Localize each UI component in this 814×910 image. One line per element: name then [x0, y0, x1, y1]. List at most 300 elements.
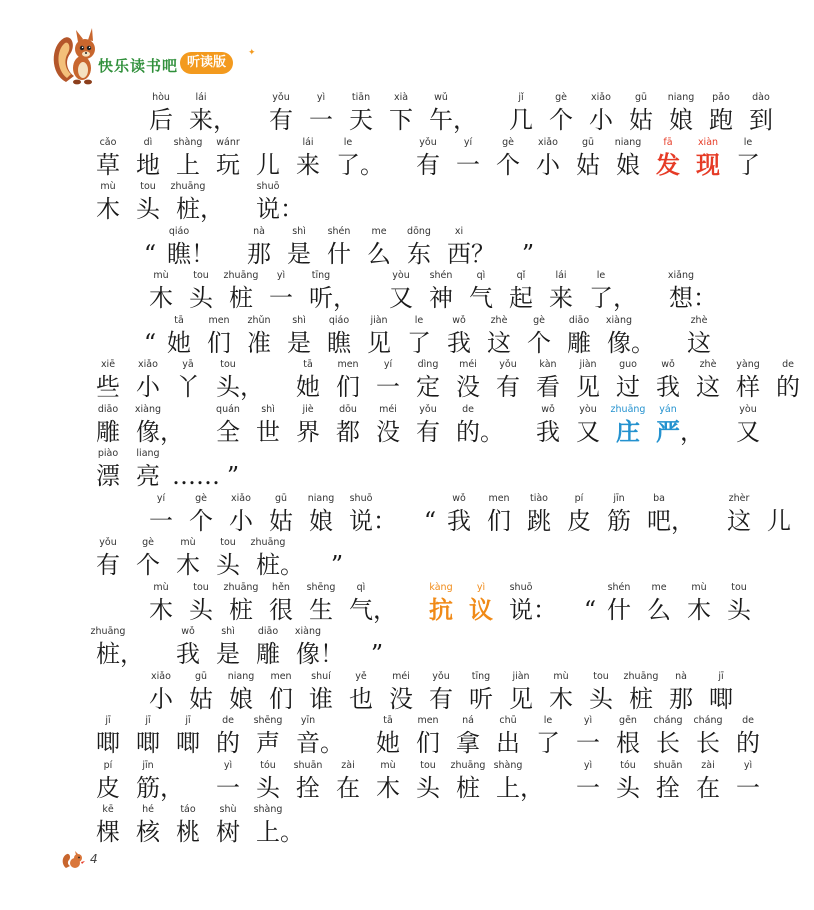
pinyin: tóu: [260, 759, 276, 771]
hanzi: 气: [349, 595, 373, 624]
hanzi: 姑: [629, 106, 653, 134]
hanzi: 是: [216, 640, 240, 668]
hanzi: 世: [256, 417, 280, 446]
pinyin: diāo: [257, 626, 279, 637]
hanzi: 庄: [616, 416, 640, 446]
hanzi: 都: [336, 417, 360, 446]
hanzi: 没: [376, 417, 400, 446]
hanzi: 。: [280, 818, 304, 846]
pinyin: de: [742, 715, 754, 726]
pinyin: yì: [743, 759, 753, 771]
text-line: [88, 626, 386, 670]
hanzi: 什: [327, 239, 351, 268]
pinyin: le: [343, 136, 353, 148]
pinyin: shàng: [493, 759, 523, 771]
pinyin: le: [743, 136, 753, 148]
pinyin: tā: [383, 715, 393, 726]
hanzi: 木: [149, 284, 173, 312]
pinyin: shù: [219, 804, 237, 815]
hanzi: 没: [456, 373, 480, 401]
hanzi: 来: [296, 150, 320, 179]
pinyin: lái: [195, 92, 207, 103]
hanzi: 天: [349, 106, 373, 134]
hanzi: 儿: [767, 506, 791, 535]
hanzi: ”: [226, 462, 240, 490]
hanzi: 小: [536, 150, 560, 179]
hanzi: 桃: [176, 818, 200, 846]
pinyin: de: [222, 715, 234, 726]
hanzi: 我: [176, 640, 200, 668]
hanzi: 一: [576, 773, 600, 802]
pinyin: shì: [261, 403, 275, 415]
hanzi: 桩: [456, 773, 480, 802]
hanzi: 雕: [567, 328, 591, 357]
hanzi: 根: [616, 729, 640, 757]
text-line: [88, 448, 242, 492]
char-cell: [679, 315, 719, 359]
pinyin: shuō: [349, 492, 373, 504]
hanzi: 又: [576, 417, 600, 446]
char-cell: [320, 626, 368, 670]
pinyin: dìng: [417, 359, 439, 370]
hanzi: 个: [496, 150, 520, 179]
hanzi: 一: [376, 373, 400, 401]
hanzi: 瞧: [167, 239, 191, 268]
sparkle-icon: ✦: [248, 48, 256, 58]
text-line: [88, 359, 808, 403]
pinyin: shuān: [293, 759, 323, 771]
pinyin: tou: [220, 537, 236, 548]
pinyin: zhǔn: [247, 314, 271, 326]
pinyin: wǒ: [661, 359, 675, 370]
hanzi: 到: [749, 106, 773, 134]
pinyin: gè: [555, 92, 567, 103]
pinyin: shì: [292, 225, 306, 237]
pinyin: jīn: [142, 759, 154, 771]
hanzi: 神: [429, 284, 453, 312]
hanzi: 核: [136, 818, 160, 846]
char-cell: [280, 804, 328, 848]
char-cell: [693, 270, 741, 314]
hanzi: 头: [589, 684, 613, 713]
hanzi: 姑: [576, 150, 600, 179]
hanzi: 那: [669, 684, 693, 713]
hanzi: 雕: [96, 417, 120, 446]
pinyin: zhuāng: [450, 759, 486, 771]
hanzi: 小: [589, 106, 613, 134]
hanzi: 了: [589, 284, 613, 312]
pinyin: xiǎo: [138, 359, 158, 370]
hanzi: 头: [616, 773, 640, 802]
hanzi: 木: [687, 595, 711, 624]
pinyin: men: [417, 715, 439, 726]
hanzi: 唧: [96, 729, 120, 757]
hanzi: 头: [189, 595, 213, 624]
pinyin: mù: [100, 181, 116, 192]
pinyin: gè: [195, 492, 207, 504]
hanzi: 说: [509, 595, 533, 624]
hanzi: 漂: [96, 462, 120, 490]
pinyin: dōu: [339, 403, 357, 415]
hanzi: 有: [429, 684, 453, 713]
hanzi: ，: [240, 373, 264, 401]
hanzi: 是: [287, 239, 311, 268]
hanzi: 地: [136, 150, 160, 179]
pinyin: yàng: [736, 359, 760, 370]
hanzi: ，: [160, 417, 184, 446]
pinyin: jiàn: [579, 359, 597, 370]
hanzi: 瞧: [327, 328, 351, 357]
text-line: [88, 760, 768, 804]
hanzi: 桩: [96, 640, 120, 668]
pinyin: yì: [276, 270, 286, 281]
hanzi: 些: [96, 373, 120, 401]
hanzi: 有: [416, 150, 440, 179]
hanzi: 桩: [256, 551, 280, 579]
pinyin: cháng: [693, 715, 723, 726]
pinyin: zhè: [699, 359, 717, 370]
pinyin: yǒu: [419, 136, 437, 148]
hanzi: 有: [496, 373, 520, 401]
hanzi: 有: [269, 106, 293, 134]
char-cell: [280, 537, 328, 581]
char-cell: [208, 137, 248, 181]
pinyin: diāo: [568, 314, 590, 326]
hanzi: 起: [509, 284, 533, 312]
pinyin: jiàn: [512, 670, 530, 682]
hanzi: 长: [656, 729, 680, 757]
pinyin: le: [543, 715, 553, 726]
pinyin: chū: [499, 715, 517, 726]
hanzi: 有: [96, 551, 120, 579]
pinyin: yǒu: [272, 92, 290, 103]
hanzi: 娘: [616, 150, 640, 179]
hanzi: ，: [160, 773, 184, 802]
text-line: [88, 804, 328, 848]
pinyin: táo: [180, 804, 196, 815]
pinyin: liang: [136, 448, 160, 459]
hanzi: ，: [373, 595, 397, 624]
pinyin: tou: [140, 181, 156, 192]
pinyin: yě: [355, 670, 367, 682]
pinyin: tiào: [530, 492, 548, 504]
pinyin: yǒu: [499, 359, 517, 370]
pinyin: xiǎo: [231, 492, 251, 504]
hanzi: ”: [330, 551, 344, 579]
hanzi: 了: [336, 150, 360, 179]
hanzi: 一: [576, 729, 600, 757]
hanzi: ：: [693, 284, 717, 312]
pinyin: le: [414, 314, 424, 326]
book-title: 快乐读书吧: [98, 57, 179, 75]
hanzi: 上: [176, 150, 200, 179]
pinyin: shén: [607, 581, 631, 593]
hanzi: 姑: [189, 684, 213, 713]
text-line: [88, 537, 346, 581]
hanzi: ”: [370, 640, 384, 668]
hanzi: 唧: [176, 729, 200, 757]
hanzi: 头: [256, 773, 280, 802]
hanzi: “: [583, 595, 597, 624]
pinyin: yòu: [392, 270, 410, 281]
hanzi: 午: [429, 106, 453, 134]
pinyin: tóu: [620, 759, 636, 771]
hanzi: 的: [736, 729, 760, 757]
pinyin: shàng: [173, 136, 203, 148]
pinyin: gè: [533, 314, 545, 326]
hanzi: 议: [469, 594, 493, 624]
hanzi: 丫: [176, 373, 200, 401]
hanzi: 全: [216, 417, 240, 446]
hanzi: 想: [669, 284, 693, 312]
pinyin: tā: [174, 314, 184, 326]
char-cell: [741, 92, 781, 136]
text-line: [141, 226, 537, 270]
pinyin: mù: [153, 581, 169, 593]
hanzi: 没: [389, 684, 413, 713]
hanzi: 桩: [229, 595, 253, 624]
hanzi: 棵: [96, 818, 120, 846]
hanzi: 看: [536, 373, 560, 401]
char-cell: [701, 671, 741, 715]
hanzi: 说: [256, 195, 280, 223]
pinyin: le: [596, 270, 606, 281]
squirrel-small-icon: [62, 850, 86, 870]
pinyin: tou: [193, 270, 209, 281]
pinyin: shēng: [253, 715, 283, 726]
hanzi: 了: [536, 729, 560, 757]
hanzi: 我: [447, 506, 471, 535]
pinyin: fā: [663, 136, 673, 148]
hanzi: 个: [136, 551, 160, 579]
pinyin: shén: [327, 225, 351, 237]
hanzi: “: [143, 239, 157, 268]
pinyin: de: [462, 403, 474, 415]
hanzi: 听: [309, 284, 333, 312]
hanzi: 这: [727, 506, 751, 535]
pinyin: mù: [180, 537, 196, 548]
pinyin: gū: [581, 136, 595, 148]
pinyin: shàng: [253, 804, 283, 815]
pinyin: shuō: [256, 181, 280, 192]
hanzi: 东: [407, 239, 431, 268]
hanzi: 见: [509, 684, 533, 713]
pinyin: gè: [142, 537, 154, 548]
hanzi: ，: [333, 284, 357, 312]
pinyin: lái: [302, 136, 314, 148]
hanzi: 们: [487, 506, 511, 535]
pinyin: qì: [476, 270, 486, 281]
text-line: [141, 582, 759, 626]
pinyin: yǒu: [432, 670, 450, 682]
char-cell: [128, 448, 168, 492]
text-line: [88, 715, 768, 759]
hanzi: 头: [189, 284, 213, 312]
pinyin: xià: [393, 92, 409, 103]
hanzi: 娘: [229, 684, 253, 713]
hanzi: ……: [172, 462, 220, 490]
hanzi: 桩: [229, 284, 253, 312]
hanzi: 声: [256, 729, 280, 757]
hanzi: 气: [469, 284, 493, 312]
char-cell: [728, 137, 768, 181]
pinyin: shēng: [306, 581, 336, 593]
hanzi: 严: [656, 416, 680, 446]
edition-badge: 听读版: [180, 52, 233, 74]
hanzi: 抗: [429, 594, 453, 624]
hanzi: 小: [149, 684, 173, 713]
pinyin: zài: [341, 759, 355, 771]
hanzi: 定: [416, 373, 440, 401]
pinyin: qiáo: [168, 225, 190, 237]
hanzi: ，: [520, 773, 544, 802]
hanzi: 。: [280, 551, 304, 579]
text-line: [88, 404, 768, 448]
pinyin: méi: [459, 359, 477, 370]
pinyin: kàng: [429, 581, 453, 593]
pinyin: jī: [185, 715, 191, 726]
hanzi: 皮: [96, 773, 120, 802]
hanzi: 见: [576, 373, 600, 401]
char-cell: [471, 226, 519, 270]
hanzi: 娘: [669, 106, 693, 134]
hanzi: ？: [471, 239, 495, 268]
hanzi: “: [143, 328, 157, 357]
hanzi: 又: [389, 284, 413, 312]
hanzi: 玩: [216, 150, 240, 179]
hanzi: 一: [149, 506, 173, 535]
pinyin: xiē: [100, 359, 116, 370]
text-line: [88, 181, 328, 225]
hanzi: 音: [296, 729, 320, 757]
hanzi: 。: [360, 150, 384, 179]
hanzi: 草: [96, 150, 120, 179]
pinyin: tīng: [311, 270, 331, 281]
pinyin: mù: [691, 581, 707, 593]
hanzi: 们: [416, 729, 440, 757]
pinyin: kē: [102, 804, 114, 815]
pinyin: méi: [379, 403, 397, 415]
pinyin: gū: [274, 492, 288, 504]
pinyin: xiàn: [697, 136, 719, 148]
hanzi: 筋: [607, 506, 631, 535]
hanzi: ，: [120, 640, 144, 668]
char-cell: [719, 582, 759, 626]
pinyin: ba: [653, 492, 665, 504]
pinyin: gū: [634, 92, 648, 103]
pinyin: yì: [223, 759, 233, 771]
pinyin: dōng: [407, 225, 431, 237]
hanzi: 我: [447, 328, 471, 357]
hanzi: ！: [320, 640, 344, 668]
pinyin: zhuāng: [623, 670, 659, 682]
char-cell: [728, 404, 768, 448]
pinyin: pí: [103, 759, 113, 771]
pinyin: yí: [463, 136, 473, 148]
hanzi: 木: [376, 773, 400, 802]
pinyin: wǒ: [181, 626, 195, 637]
pinyin: jiè: [302, 403, 314, 415]
pinyin: méi: [392, 670, 410, 682]
hanzi: 木: [149, 595, 173, 624]
pinyin: gè: [502, 136, 514, 148]
hanzi: 么: [647, 595, 671, 624]
hanzi: 来: [549, 284, 573, 312]
hanzi: 。: [480, 417, 504, 446]
hanzi: 儿: [256, 150, 280, 179]
hanzi: 木: [176, 551, 200, 579]
pinyin: yì: [316, 92, 326, 103]
pinyin: pǎo: [712, 92, 730, 103]
pinyin: men: [270, 670, 292, 682]
pinyin: xi: [454, 225, 464, 237]
hanzi: 一: [456, 150, 480, 179]
hanzi: 这: [687, 328, 711, 357]
char-cell: [728, 715, 768, 759]
hanzi: 是: [287, 328, 311, 357]
pinyin: yǒu: [419, 403, 437, 415]
pinyin: yì: [476, 581, 486, 593]
hanzi: 见: [367, 328, 391, 357]
hanzi: 上: [496, 773, 520, 802]
pinyin: mù: [153, 270, 169, 281]
pinyin: men: [488, 492, 510, 504]
hanzi: ，: [613, 284, 637, 312]
hanzi: ：: [533, 595, 557, 624]
pinyin: niang: [667, 92, 695, 103]
pinyin: tiān: [351, 92, 371, 103]
text-line: [141, 671, 741, 715]
hanzi: 谁: [309, 684, 333, 713]
hanzi: 了: [736, 150, 760, 179]
hanzi: 的: [776, 373, 800, 401]
hanzi: 姑: [269, 506, 293, 535]
pinyin: niang: [307, 492, 335, 504]
hanzi: 准: [247, 328, 271, 357]
hanzi: 发: [656, 149, 680, 179]
pinyin: wǒ: [541, 403, 555, 415]
pinyin: jǐ: [518, 92, 524, 103]
text-line: [141, 92, 781, 136]
pinyin: zhuāng: [223, 270, 259, 281]
pinyin: tou: [731, 581, 747, 593]
hanzi: 现: [696, 149, 720, 179]
pinyin: cǎo: [99, 136, 117, 148]
hanzi: 头: [136, 195, 160, 223]
hanzi: 头: [727, 595, 751, 624]
hanzi: 一: [309, 106, 333, 134]
hanzi: 我: [656, 373, 680, 401]
hanzi: 。: [631, 328, 655, 357]
hanzi: 这: [487, 328, 511, 357]
hanzi: 唧: [136, 729, 160, 757]
pinyin: lái: [555, 270, 567, 281]
pinyin: zhuāng: [250, 537, 286, 548]
hanzi: ，: [680, 417, 704, 446]
hanzi: 们: [269, 684, 293, 713]
hanzi: 。: [320, 729, 344, 757]
hanzi: ：: [373, 506, 397, 535]
pinyin: nà: [253, 225, 265, 237]
hanzi: 我: [536, 417, 560, 446]
hanzi: 木: [549, 684, 573, 713]
pinyin: jīn: [613, 492, 625, 504]
hanzi: 桩: [629, 684, 653, 713]
hanzi: 拿: [456, 729, 480, 757]
hanzi: 来: [189, 106, 213, 134]
hanzi: 树: [216, 818, 240, 846]
pinyin: pí: [574, 492, 584, 504]
